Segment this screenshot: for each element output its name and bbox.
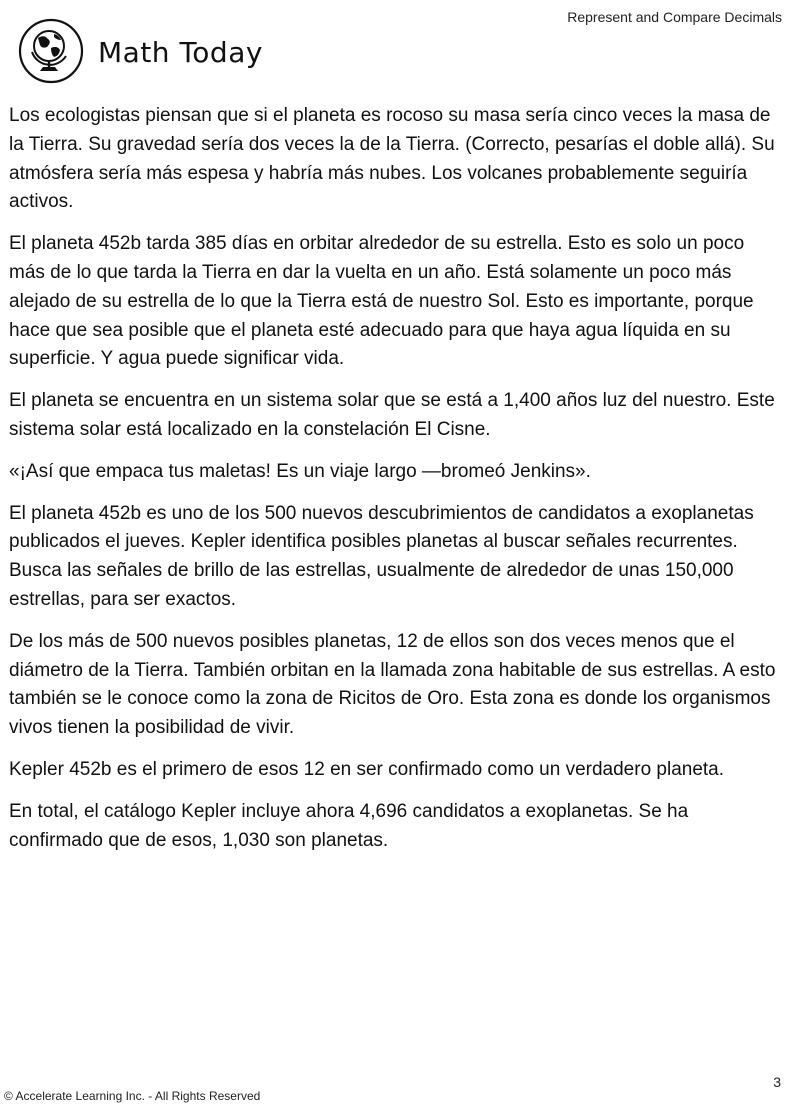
topic-title: Represent and Compare Decimals [567,9,782,25]
brand-name: Math Today [98,35,263,69]
paragraph: El planeta 452b tarda 385 días en orbitar alrededor de su estrella. Esto es solo un poco más de lo que tarda la Tierra en dar la vuelta en un año. Está solamente un poco más alejado de su estrella de lo que la Tierra está de nuestro Sol. Esto es importante, porque hace que sea posible que el planeta esté adecuado para que haya agua líquida en su superficie. Y agua puede significar vida. [9,233,754,370]
globe-icon [18,18,84,84]
article-body [9,102,784,868]
paragraph: Kepler 452b es el primero de esos 12 en ser confirmado como un verdadero planeta. [9,758,725,780]
page-number: 3 [773,1074,781,1090]
paragraph: «¡Así que empaca tus maletas! Es un viaje largo —bromeó Jenkins». [9,460,591,482]
paragraph: El planeta se encuentra en un sistema solar que se está a 1,400 años luz del nuestro. Este sistema solar está localizado en la constelación El Cisne. [9,390,775,440]
paragraph: Los ecologistas piensan que si el planeta es rocoso su masa sería cinco veces la masa de la Tierra. Su gravedad sería dos veces la de la Tierra. (Correcto, pesarías el doble allá). Su atmósfera sería más espesa y habría más nubes. Los volcanes probablemente seguiría activos. [9,105,775,213]
brand-header [18,18,263,84]
paragraph: En total, el catálogo Kepler incluye ahora 4,696 candidatos a exoplanetas. Se ha confirmado que de esos, 1,030 son planetas. [9,800,689,851]
copyright-notice: © Accelerate Learning Inc. - All Rights Reserved [4,1089,261,1103]
paragraph: El planeta 452b es uno de los 500 nuevos descubrimientos de candidatos a exoplanetas publicados el jueves. Kepler identifica posibles planetas al buscar señales recurrentes. Busca las señales de brillo de las estrellas, usualmente de alrededor de unas 150,000 estrellas, para ser exactos. [9,502,754,610]
paragraph: De los más de 500 nuevos posibles planetas, 12 de ellos son dos veces menos que el diámetro de la Tierra. También orbitan en la llamada zona habitable de sus estrellas. A esto también se le conoce como la zona de Ricitos de Oro. Esta zona es donde los organismos vivos tienen la posibilidad de vivir. [9,630,776,739]
